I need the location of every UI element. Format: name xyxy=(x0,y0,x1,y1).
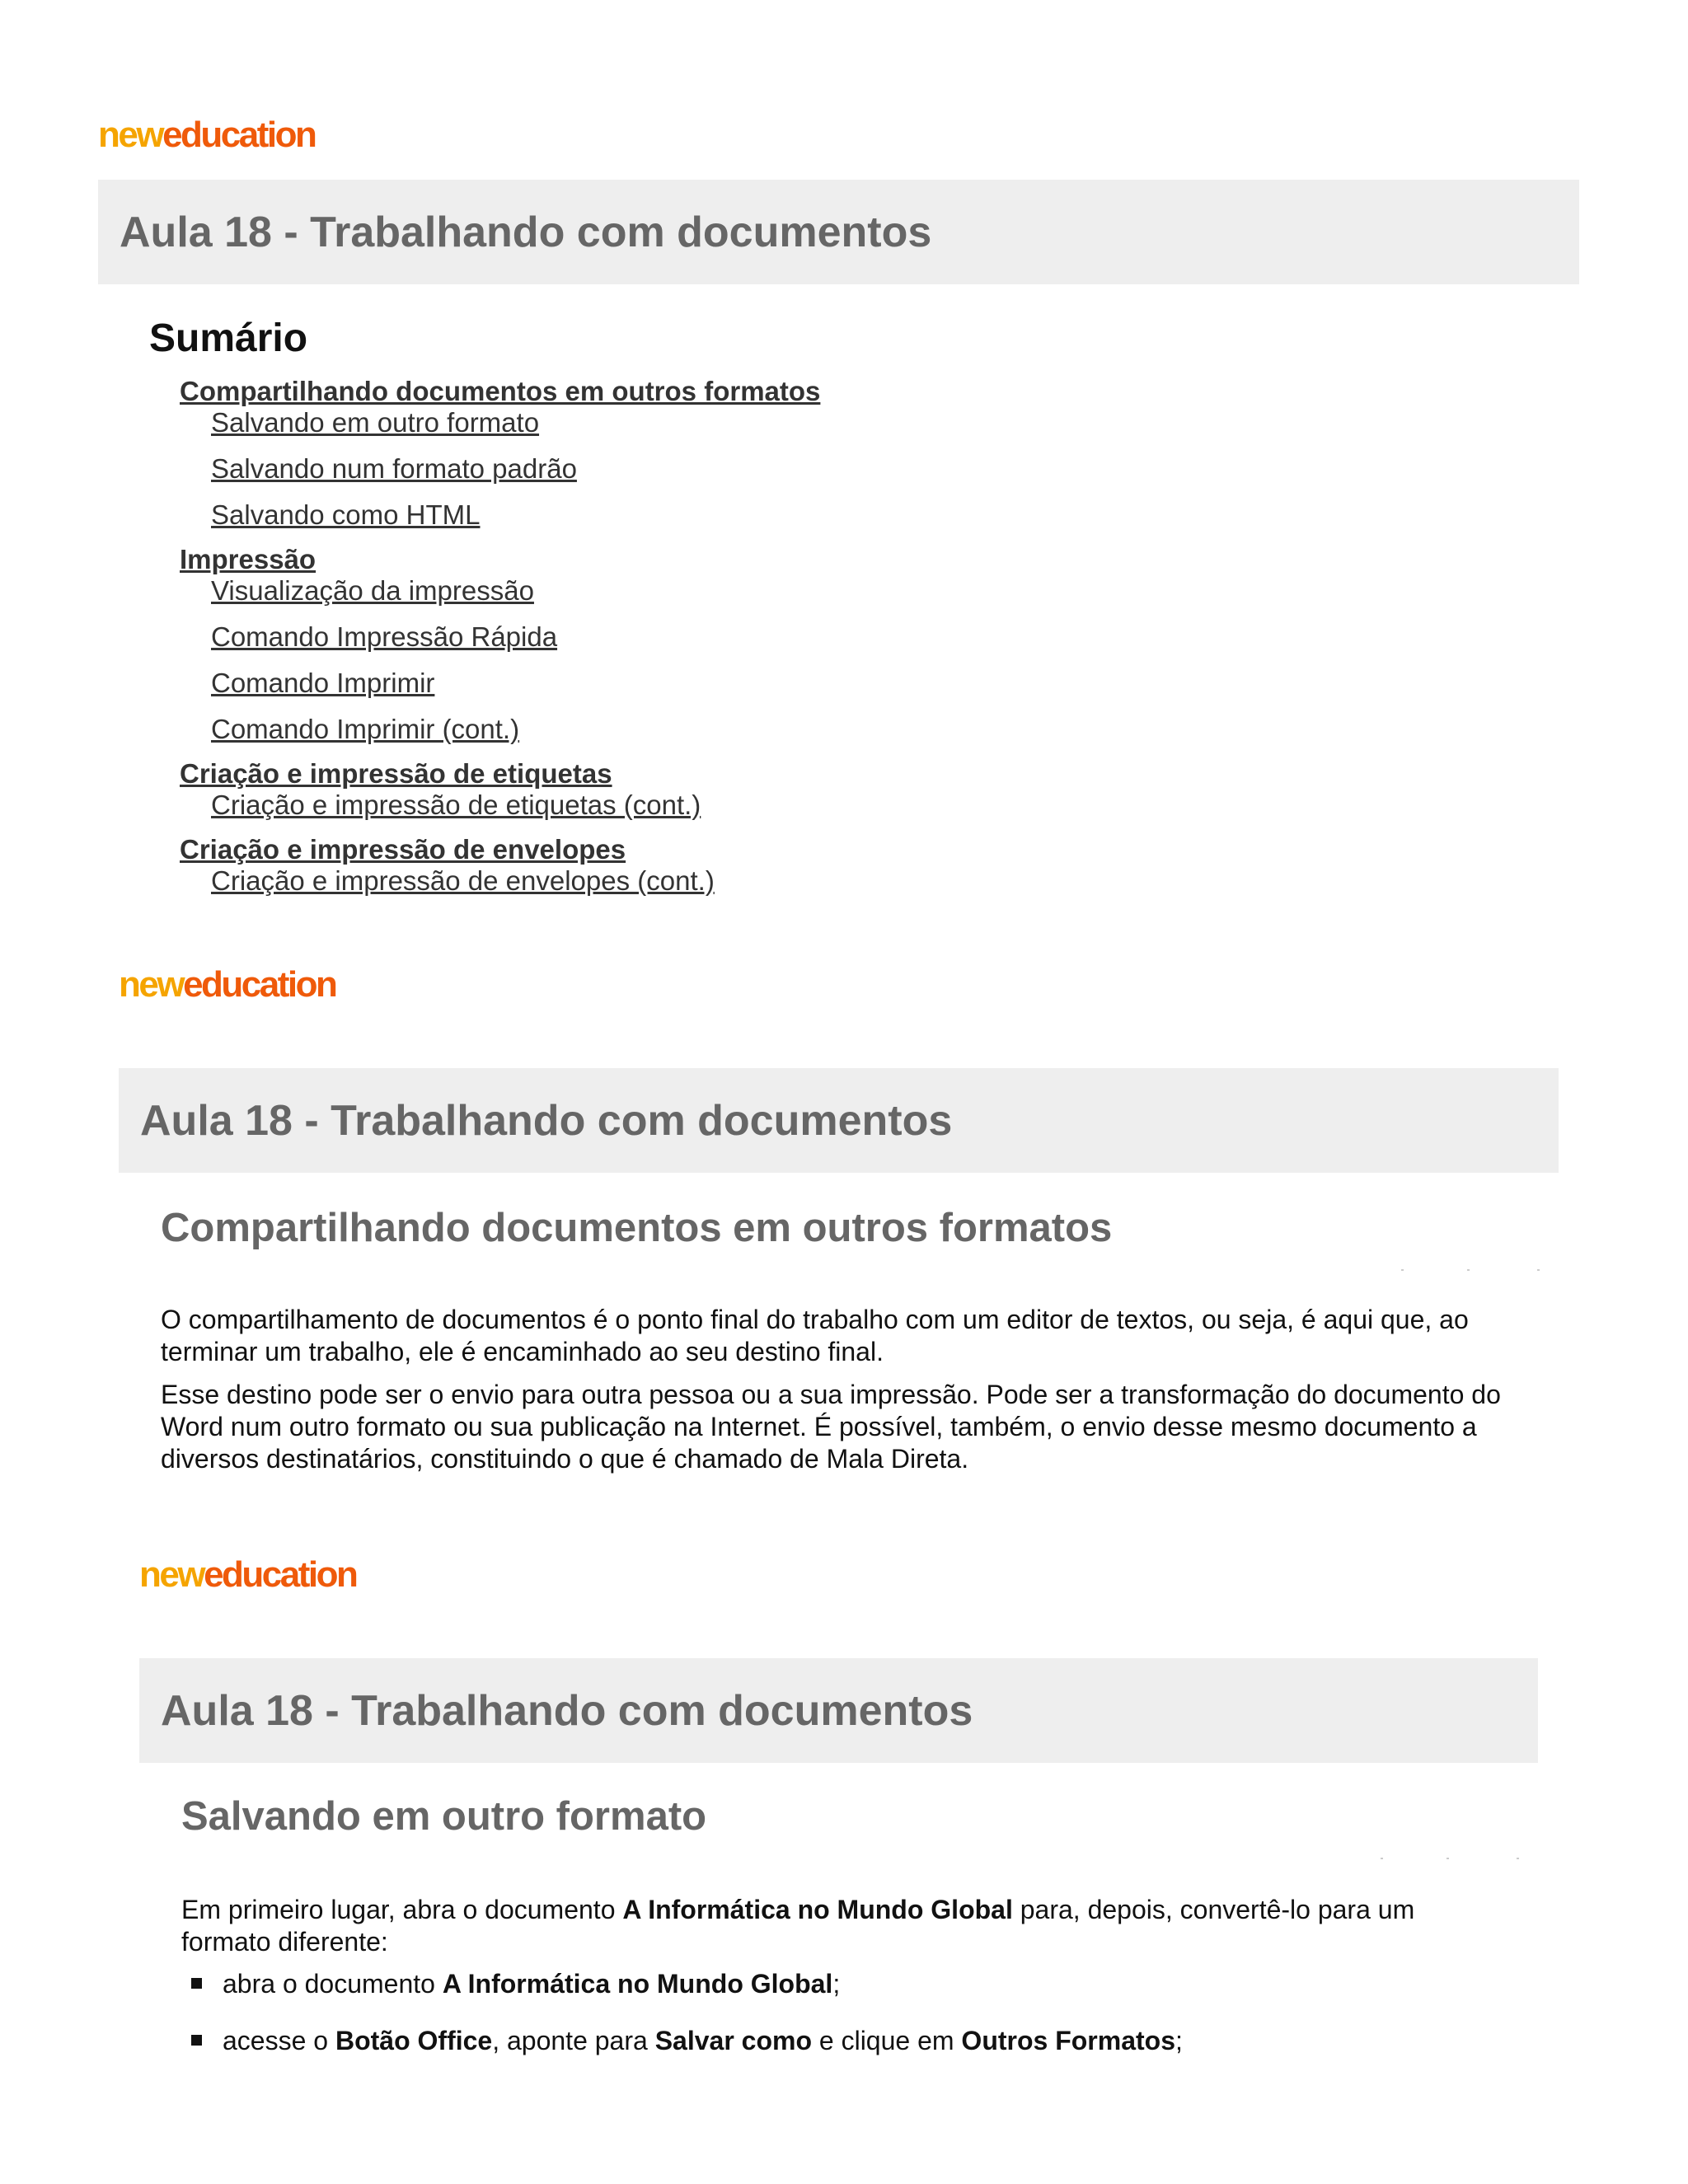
toc-link-print-command-cont[interactable]: Comando Imprimir (cont.) xyxy=(211,714,520,744)
toc-group-labels xyxy=(180,758,820,821)
brand-logo: neweducation xyxy=(139,1554,357,1595)
toc-group-sharing xyxy=(180,376,820,531)
toc-link-labels[interactable]: Criação e impressão de etiquetas xyxy=(180,758,612,789)
toc-link-save-standard-format[interactable]: Salvando num formato padrão xyxy=(211,453,577,484)
toc-link-quick-print[interactable]: Comando Impressão Rápida xyxy=(211,621,558,652)
toc-link-save-other-format[interactable]: Salvando em outro formato xyxy=(211,407,540,438)
paragraph-sharing-intro: O compartilhamento de documentos é o ponto final do trabalho com um editor de textos, ou seja, é aqui que, ao terminar um trabalho, ele é encaminhado ao seu destino final. xyxy=(161,1305,1469,1366)
section-heading-save-other-format: Salvando em outro formato xyxy=(181,1794,707,1839)
lesson-title-bar xyxy=(98,180,1579,284)
lesson-title: Aula 18 - Trabalhando com documentos xyxy=(120,208,932,256)
toc-link-envelopes[interactable]: Criação e impressão de envelopes xyxy=(180,834,626,865)
steps-list xyxy=(181,1968,1500,2057)
brand-logo: neweducation xyxy=(98,115,316,155)
list-item: acesse o Botão Office, aponte para Salvar como e clique em Outros Formatos; xyxy=(181,2025,1500,2057)
lesson-title-bar xyxy=(139,1658,1538,1763)
toc-group-envelopes xyxy=(180,834,820,897)
list-item: abra o documento A Informática no Mundo Global; xyxy=(181,1968,1500,2000)
divider-dots xyxy=(1381,1858,1521,1859)
brand-logo: neweducation xyxy=(119,964,336,1005)
lesson-title: Aula 18 - Trabalhando com documentos xyxy=(161,1686,973,1735)
toc-link-printing[interactable]: Impressão xyxy=(180,544,316,574)
paragraph-save-intro: Em primeiro lugar, abra o documento A Informática no Mundo Global para, depois, convertê-lo para um formato diferente: xyxy=(181,1895,1415,1957)
bullet-square-icon xyxy=(191,1978,202,1989)
toc-link-print-command[interactable]: Comando Imprimir xyxy=(211,668,435,698)
bullet-square-icon xyxy=(191,2035,202,2046)
lesson-title-bar xyxy=(119,1068,1559,1173)
paragraph-sharing-destinations: Esse destino pode ser o envio para outra pessoa ou a sua impressão. Pode ser a transformação do documento do Word num outro formato ou sua publicação na Internet. É possível, também, o envio desse mesmo documento a diversos destinatários, constituindo o que é chamado de Mala Direta. xyxy=(161,1380,1501,1474)
summary-title: Sumário xyxy=(149,316,308,360)
toc-link-envelopes-cont[interactable]: Criação e impressão de envelopes (cont.) xyxy=(211,865,715,896)
divider-dots xyxy=(1401,1269,1541,1271)
toc-group-printing xyxy=(180,544,820,745)
toc-link-labels-cont[interactable]: Criação e impressão de etiquetas (cont.) xyxy=(211,790,701,820)
section-heading-sharing: Compartilhando documentos em outros formatos xyxy=(161,1206,1113,1250)
toc-link-save-html[interactable]: Salvando como HTML xyxy=(211,499,481,530)
toc-link-print-preview[interactable]: Visualização da impressão xyxy=(211,575,534,606)
lesson-title: Aula 18 - Trabalhando com documentos xyxy=(140,1096,953,1145)
toc-link-sharing-formats[interactable]: Compartilhando documentos em outros formatos xyxy=(180,376,821,406)
summary-toc xyxy=(180,376,820,897)
